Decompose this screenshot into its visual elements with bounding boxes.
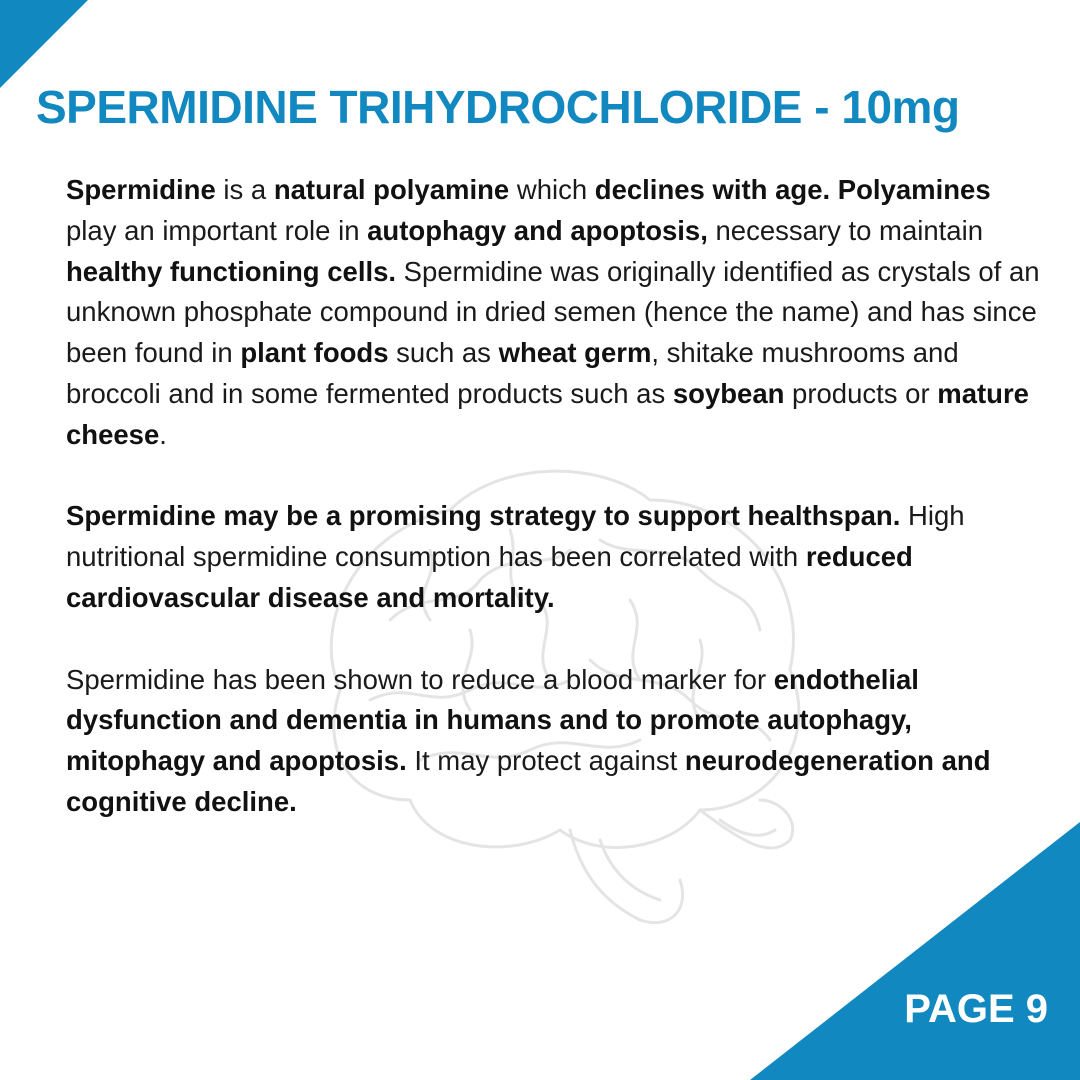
bold-text: autophagy and apoptosis, [367,214,708,246]
paragraph-2 [66,496,1046,618]
text-run: which [509,174,595,205]
bold-text: natural polyamine [273,174,510,205]
bold-text: endothelial dysfunction and dementia in humans and to promote autophagy, mitophagy and apoptosis. [66,663,919,777]
bold-text: reduced cardiovascular disease and mortality. [66,541,913,613]
bold-text: wheat germ [498,337,652,369]
body-text [66,170,1046,864]
bold-text: Spermidine [66,174,216,205]
text-run: , shitake mushrooms and broccoli and in some fermented products such as [66,337,959,409]
paragraph-1 [66,170,1046,456]
text-run: necessary to maintain [707,214,983,246]
bold-text: mature cheese [66,377,1029,450]
text-run: . [159,418,167,450]
text-run [830,174,838,205]
bold-text: declines with age. [594,174,831,205]
bold-text: neurodegeneration and cognitive decline. [66,745,991,817]
text-run: It may protect against [406,745,685,777]
page-number: PAGE 9 [904,987,1048,1031]
bold-text: Polyamines [837,174,991,205]
corner-accent-top [0,0,88,88]
bold-text: Spermidine may be a promising strategy to support healthspan. [66,500,901,532]
text-run: Spermidine has been shown to reduce a blood marker for [66,663,774,695]
text-run: play an important role in [66,214,368,246]
text-run: such as [388,337,499,369]
bold-text: plant foods [240,337,389,369]
text-run: High nutritional spermidine consumption has been correlated with [66,500,965,573]
text-run: Spermidine was originally identified as crystals of an unknown phosphate compound in dried semen (hence the name) and has since been found in [66,255,1040,369]
page-title: SPERMIDINE TRIHYDROCHLORIDE - 10mg [36,81,960,133]
paragraph-3 [66,660,1046,823]
bold-text: healthy functioning cells. [66,255,397,287]
bold-text: soybean [672,377,785,409]
text-run: products or [784,377,938,409]
text-run: is a [215,174,274,205]
